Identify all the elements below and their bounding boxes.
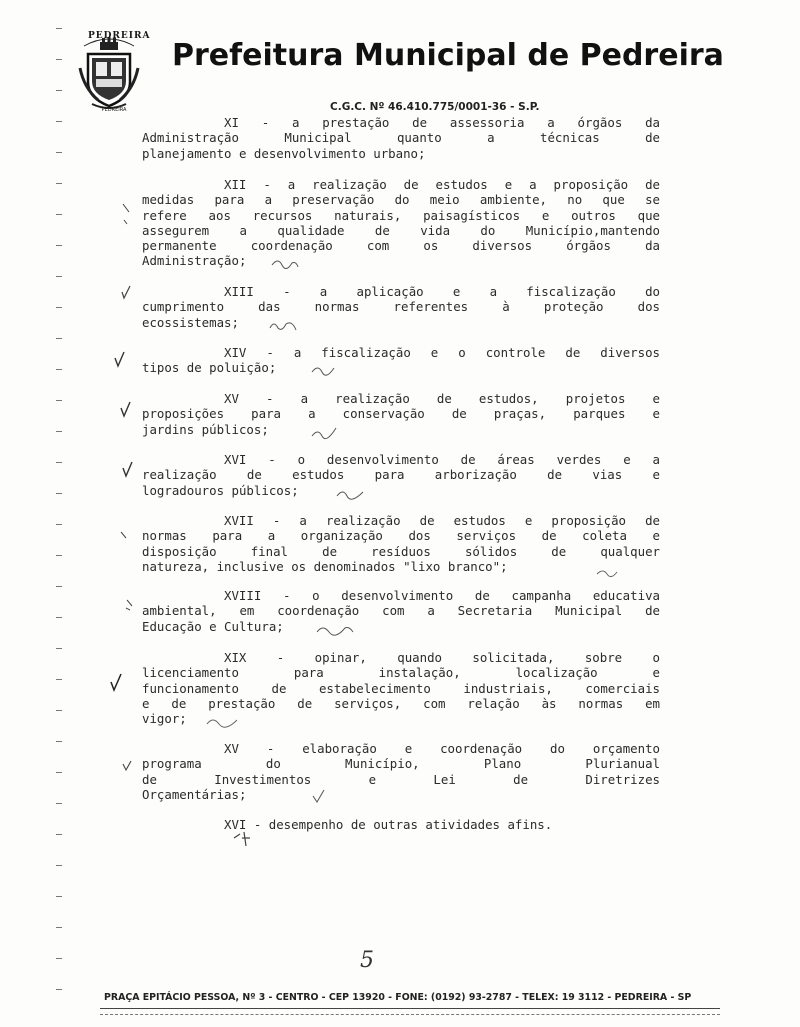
handwritten-initial-icon xyxy=(310,424,340,442)
item-xviii xyxy=(142,588,660,634)
margin-tick xyxy=(56,958,62,959)
text-line: XIII - a aplicação e a fiscalização do xyxy=(224,284,660,299)
margin-tick xyxy=(56,369,62,370)
footer-divider xyxy=(100,1008,720,1009)
margin-tick xyxy=(56,214,62,215)
handwritten-initial-icon xyxy=(310,788,328,806)
margin-tick xyxy=(56,121,62,122)
handwritten-initial-icon xyxy=(270,255,300,271)
item-xv-orcamento xyxy=(142,741,660,802)
crest-bottom-label: PEDREIRA xyxy=(101,107,127,113)
text-line: tipos de poluição; xyxy=(142,360,277,376)
margin-tick xyxy=(56,896,62,897)
text-line: permanente coordenação com os diversos órgãos da xyxy=(142,238,660,254)
text-line: assegurem a qualidade de vida do Município,mantendo xyxy=(142,222,660,238)
cgc-number: C.G.C. Nº 46.410.775/0001-36 - S.P. xyxy=(330,101,540,113)
text-line: realização de estudos para arborização de vias e xyxy=(142,467,660,483)
text-line: funcionamento de estabelecimento industriais, comerciais xyxy=(142,680,660,696)
margin-tick xyxy=(56,245,62,246)
margin-tick xyxy=(56,59,62,60)
text-line: Orçamentárias; xyxy=(142,786,247,802)
check-mark-icon xyxy=(118,284,134,304)
margin-tick xyxy=(56,834,62,835)
margin-tick xyxy=(56,555,62,556)
text-line: XVI - desempenho de outras atividades afins. xyxy=(224,817,553,832)
check-mark-icon xyxy=(118,400,134,420)
item-xv xyxy=(142,391,660,437)
item-xiv xyxy=(142,345,660,376)
margin-tick xyxy=(56,927,62,928)
margin-tick xyxy=(56,152,62,153)
margin-tick xyxy=(56,803,62,804)
text-line: e de prestação de serviços, com relação às normas em xyxy=(142,695,660,711)
page-number: 5 xyxy=(360,948,374,973)
handwritten-initial-icon xyxy=(310,362,338,378)
text-line: logradouros públicos; xyxy=(142,482,299,498)
margin-tick xyxy=(56,586,62,587)
text-line: XII - a realização de estudos e a proposição de xyxy=(224,177,660,192)
margin-tick xyxy=(56,648,62,649)
text-line: XVII - a realização de estudos e proposição de xyxy=(224,513,660,528)
text-line: XVI - o desenvolvimento de áreas verdes e a xyxy=(224,452,660,467)
text-line: refere aos recursos naturais, paisagísticos e outros que xyxy=(142,207,660,223)
margin-tick xyxy=(56,28,62,29)
check-mark-icon xyxy=(108,672,124,694)
text-line: Educação e Cultura; xyxy=(142,618,284,634)
text-line: planejamento e desenvolvimento urbano; xyxy=(142,145,426,161)
check-mark-icon xyxy=(120,758,134,774)
item-xvii xyxy=(142,513,660,574)
text-line: disposição final de resíduos sólidos de qualquer xyxy=(142,543,660,559)
margin-tick xyxy=(56,493,62,494)
text-line: licenciamento para instalação, localização e xyxy=(142,665,660,681)
check-mark-icon xyxy=(120,460,136,480)
text-line: XV - a realização de estudos, projetos e xyxy=(224,391,660,406)
footer-address: PRAÇA EPITÁCIO PESSOA, Nº 3 - CENTRO - CEP 13920 - FONE: (0192) 93-2787 - TELEX: 19 3112 - PEDREIRA - SP xyxy=(104,992,692,1003)
margin-tick xyxy=(56,183,62,184)
text-line: cumprimento das normas referentes à proteção dos xyxy=(142,299,660,315)
text-line: programa do Município, Plano Plurianual xyxy=(142,756,660,772)
handwritten-initial-icon xyxy=(268,316,298,334)
text-line: jardins públicos; xyxy=(142,421,269,437)
item-xvi xyxy=(142,452,660,498)
handwritten-initial-icon xyxy=(232,830,256,848)
text-line: XIV - a fiscalização e o controle de diversos xyxy=(224,345,660,360)
item-xi xyxy=(142,115,660,161)
margin-tick xyxy=(56,307,62,308)
margin-tick xyxy=(56,524,62,525)
text-line: Administração Municipal quanto a técnicas de xyxy=(142,130,660,146)
text-line: de Investimentos e Lei de Diretrizes xyxy=(142,771,660,787)
handwritten-initial-icon xyxy=(205,712,241,730)
margin-tick xyxy=(56,679,62,680)
margin-tick xyxy=(56,431,62,432)
margin-tick xyxy=(56,772,62,773)
text-line: XVIII - o desenvolvimento de campanha educativa xyxy=(224,588,660,603)
footer-divider-dashed xyxy=(100,1014,720,1016)
text-line: ambiental, em coordenação com a Secretaria Municipal de xyxy=(142,603,660,619)
margin-tick xyxy=(56,865,62,866)
margin-tick xyxy=(56,338,62,339)
text-line: Administração; xyxy=(142,253,247,269)
item-xiii xyxy=(142,284,660,330)
margin-tick xyxy=(56,90,62,91)
margin-tick xyxy=(56,989,62,990)
margin-tick xyxy=(56,617,62,618)
margin-tick xyxy=(56,400,62,401)
item-xvi-afins xyxy=(142,817,660,832)
text-line: XI - a prestação de assessoria a órgãos da xyxy=(224,115,660,130)
check-mark-icon xyxy=(124,596,136,612)
handwritten-initial-icon xyxy=(335,484,367,502)
margin-tick xyxy=(56,741,62,742)
page-title: Prefeitura Municipal de Pedreira xyxy=(172,38,724,73)
crest-top-label: PEDREIRA xyxy=(88,31,151,41)
text-line: proposições para a conservação de praças, parques e xyxy=(142,406,660,422)
margin-tick xyxy=(56,276,62,277)
check-mark-icon xyxy=(120,198,134,228)
text-line: natureza, inclusive os denominados "lixo branco"; xyxy=(142,558,508,574)
text-line: XV - elaboração e coordenação do orçamento xyxy=(224,741,660,756)
text-line: medidas para a preservação do meio ambiente, no que se xyxy=(142,192,660,208)
text-line: normas para a organização dos serviços de coleta e xyxy=(142,528,660,544)
handwritten-initial-icon xyxy=(595,566,619,580)
text-line: ecossistemas; xyxy=(142,314,239,330)
item-xii xyxy=(142,177,660,269)
margin-tick-marks xyxy=(56,0,66,1027)
margin-tick xyxy=(56,710,62,711)
check-mark-icon xyxy=(112,350,128,370)
handwritten-initial-icon xyxy=(315,620,355,638)
text-line: XIX - opinar, quando solicitada, sobre o xyxy=(224,650,660,665)
margin-tick xyxy=(56,462,62,463)
text-line: vigor; xyxy=(142,711,187,727)
check-mark-icon xyxy=(118,528,130,544)
